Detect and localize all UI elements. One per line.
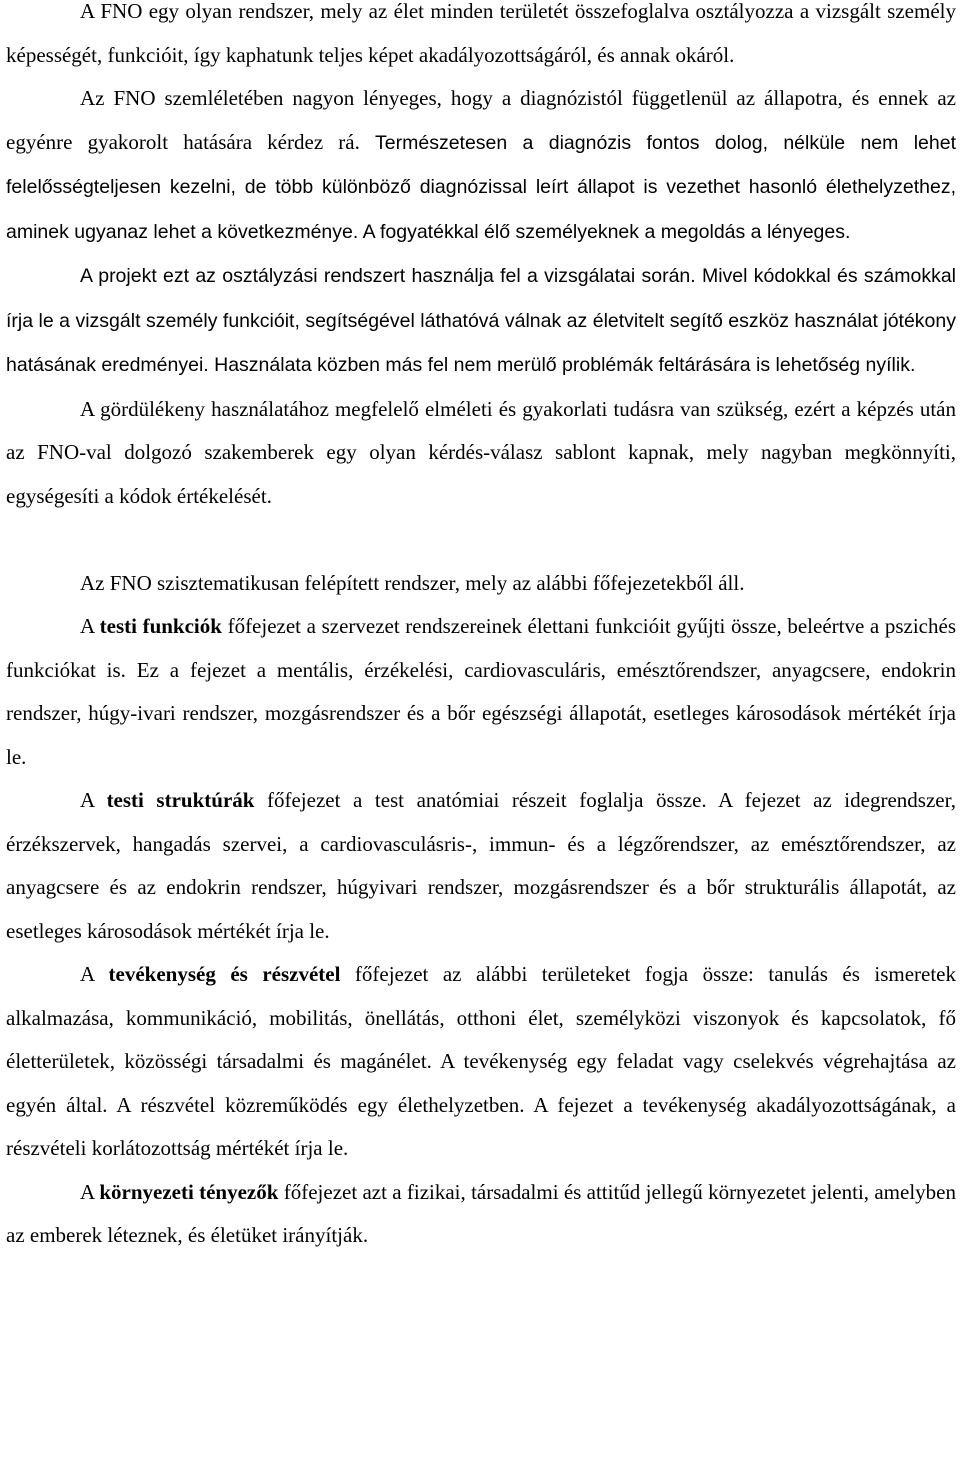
paragraph-project-usage: [6, 254, 956, 388]
paragraph-text: A: [80, 614, 100, 638]
paragraph-activity-participation: [6, 953, 956, 1171]
paragraph-text: főfejezet azt a fizikai, társadalmi és attitűd jellegű környezetet jelenti, amelyben az emberek léteznek, és életüket irányítják.: [6, 1179, 956, 1247]
term-activity-participation: tevékenység és részvétel: [108, 962, 341, 986]
paragraph-text: Az FNO szisztematikusan felépített rendszer, mely az alábbi főfejezetekből áll.: [80, 570, 745, 595]
paragraph-body-functions: [6, 605, 956, 779]
paragraph-text: A gördülékeny használatához megfelelő elméleti és gyakorlati tudásra van szükség, ezért a képzés után az FNO-val dolgozó szakemberek egy olyan kérdés-válasz sablont kapnak, mely nagyban megkönnyíti, egységesíti a kódok értékelését.: [6, 396, 956, 508]
term-environmental-factors: környezeti tényezők: [99, 1179, 279, 1204]
paragraph-body-structures: [6, 779, 956, 953]
paragraph-structure-overview: [6, 562, 956, 606]
paragraph-training: [6, 388, 956, 519]
paragraph-text: főfejezet a szervezet rendszereinek élettani funkcióit gyűjti össze, beleértve a pszichés funkciókat is. Ez a fejezet a mentális, érzékelési, cardiovasculáris, emésztőrendszer, anyagcsere, endokrin rendszer, húgy-ivari rendszer, mozgásrendszer és a bőr egészségi állapotát, esetleges károsodások mértékét írja le.: [6, 614, 957, 769]
paragraph-text: főfejezet a test anatómiai részeit foglalja össze. A fejezet az idegrendszer, érzékszervek, hangadás szervei, a cardiovasculásris-, immun- és a légzőrendszer, az emésztőrendszer, az anyagcsere és az endokrin rendszer, húgyivari rendszer, mozgásrendszer és a bőr strukturális állapotát, az esetleges károsodások mértékét írja le.: [6, 788, 956, 943]
term-body-structures: testi struktúrák: [106, 788, 255, 812]
paragraph-text: A: [80, 1179, 100, 1204]
paragraph-fno-approach: [6, 77, 956, 254]
paragraph-text: főfejezet az alábbi területeket fogja össze: tanulás és ismeretek alkalmazása, kommunikáció, mobilitás, önellátás, otthoni élet, személyközi viszonyok és kapcsolatok, fő életterületek, közösségi társadalmi és magánélet. A tevékenység egy feladat vagy cselekvés végrehajtása az egyén által. A részvétel közreműködés egy élethelyzetben. A fejezet a tevékenység akadályozottságának, a részvételi korlátozottság mértékét írja le.: [6, 962, 956, 1160]
paragraph-text-sans: A projekt ezt az osztályzási rendszert használja fel a vizsgálatai során. Mivel kódokkal és számokkal írja le a vizsgált személy funkcióit, segítségével láthatóvá válnak az életvitelt segítő eszköz használat jótékony hatásának eredményei. Használata közben más fel nem merülő problémák feltárására is lehetőség nyílik.: [6, 265, 956, 376]
paragraph-fno-intro: [6, 0, 956, 77]
paragraph-text: A FNO egy olyan rendszer, mely az élet minden területét összefoglalva osztályozza a vizsgált személy képességét, funkcióit, így kaphatunk teljes képet akadályozottságáról, és annak okáról.: [6, 0, 956, 67]
paragraph-text: A: [80, 962, 109, 986]
term-body-functions: testi funkciók: [99, 614, 222, 638]
paragraph-text: A: [80, 788, 107, 812]
document-page: [6, 0, 956, 1258]
paragraph-text: Az FNO szemléletében nagyon lényeges, hogy a diagnózistól függetlenül az állapotra, és ennek az egyénre gyakorolt hatására kérdez rá.: [6, 86, 956, 154]
paragraph-text-sans: Természetesen a diagnózis fontos dolog, nélküle nem lehet felelősségteljesen kezelni, de több különböző diagnózissal leírt állapot is vezethet hasonló élethelyzethez, aminek ugyanaz lehet a következménye. A fogyatékkal élő személyeknek a megoldás a lényeges.: [6, 131, 956, 243]
paragraph-environmental-factors: [6, 1171, 956, 1258]
